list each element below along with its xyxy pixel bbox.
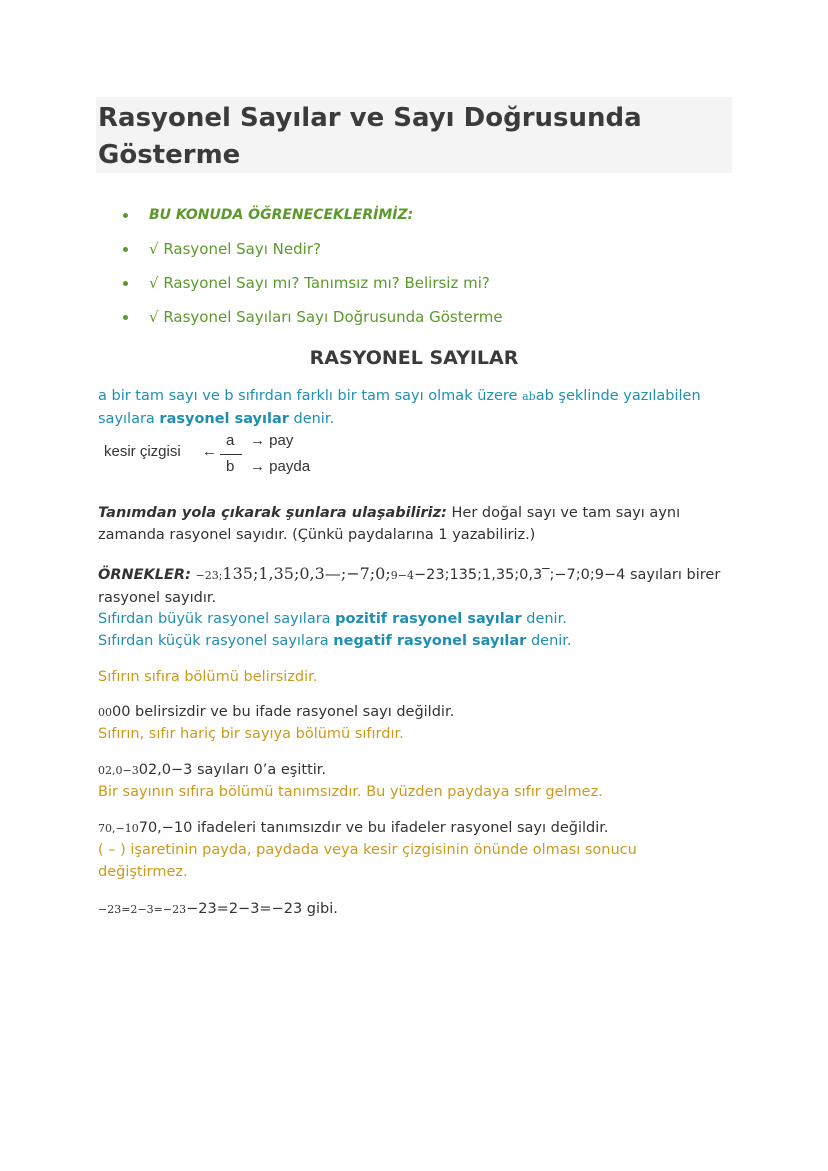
bullet-icon [123, 281, 128, 286]
positive-paragraph [98, 608, 728, 630]
list-item-text: √ Rasyonel Sayı Nedir? [149, 240, 321, 258]
inference-bold: Tanımdan yola çıkarak şunlara ulaşabiliriz: [98, 505, 447, 521]
definition-text-3: denir. [293, 411, 335, 427]
denominator: b [226, 458, 235, 475]
fraction-diagram [104, 430, 334, 480]
zero-zero-math: 00 [98, 706, 112, 719]
section-heading: RASYONEL SAYILAR [309, 347, 519, 369]
bullet-icon [123, 247, 128, 252]
numerator-label: → pay [250, 432, 294, 449]
definition-paragraph [98, 385, 728, 430]
list-item-text: √ Rasyonel Sayı mı? Tanımsız mı? Belirsiz mi? [149, 274, 490, 292]
zero-zero-text: 00 belirsizdir ve bu ifade rasyonel sayı değildir. [112, 704, 455, 720]
list-item-text: BU KONUDA ÖĞRENECEKLERİMİZ: [149, 207, 414, 223]
definition-text-1: a bir tam sayı ve b sıfırdan farklı bir tam sayı olmak üzere [98, 388, 518, 404]
positive-text-2: denir. [526, 611, 567, 627]
numerator: a [226, 432, 235, 449]
left-arrow-icon: ← [202, 443, 217, 460]
fraction-bar [220, 454, 242, 455]
sign-example-text: −23=2−3=−23 gibi. [186, 901, 338, 917]
sign-example [98, 898, 728, 921]
negative-text-2: denir. [530, 633, 572, 649]
bullet-icon [123, 213, 128, 218]
zero-zero-rule: Sıfırın sıfıra bölümü belirsizdir. [98, 669, 318, 685]
bullet-icon [123, 315, 128, 320]
fraction-line-label: kesir çizgisi [104, 443, 181, 460]
positive-text-1: Sıfırdan büyük rasyonel sayılara [98, 611, 331, 627]
sign-example-math: −23=2−3=−23 [98, 903, 187, 916]
zero-nonzero-example [98, 759, 728, 782]
negative-text-1: Sıfırdan küçük rasyonel sayılara [98, 633, 329, 649]
zero-zero-example [98, 701, 728, 724]
denominator-label: → payda [250, 458, 311, 475]
definition-math: ab [522, 390, 536, 403]
negative-paragraph [98, 630, 728, 652]
zero-nonzero-rule: Sıfırın, sıfır hariç bir sayıya bölümü sıfırdır. [98, 726, 404, 742]
zero-nonzero-math: 02,0−3 [98, 764, 139, 777]
examples-math-2: 135;1,35;0,3—;−7;0; [222, 564, 391, 583]
definition-text-2: ab şeklinde yazılabilen sayılara [98, 388, 701, 427]
examples-paragraph [98, 563, 728, 609]
division-by-zero-rule: Bir sayının sıfıra bölümü tanımsızdır. Bu yüzden paydaya sıfır gelmez. [98, 784, 603, 800]
examples-math-1: −23; [195, 569, 223, 582]
zero-nonzero-text: 02,0−3 sayıları 0’a eşittir. [138, 762, 327, 778]
division-by-zero-math: 70,−10 [98, 822, 139, 835]
page-title: Rasyonel Sayılar ve Sayı Doğrusunda Gösterme [98, 103, 642, 170]
sign-rule: ( – ) işaretinin payda, paydada veya kesir çizgisinin önünde olması sonucu değiştirmez. [98, 842, 637, 880]
inference-text: Her doğal sayı ve tam sayı aynı zamanda rasyonel sayıdır. (Çünkü paydalarına 1 yazabiliriz.) [98, 505, 681, 543]
examples-text: −23;135;1,35;0,3‾;−7;0;9−4 sayıları birer rasyonel sayıdır. [98, 567, 721, 606]
division-by-zero-example [98, 817, 728, 840]
definition-bold: rasyonel sayılar [159, 411, 289, 427]
examples-math-3: 9−4 [390, 569, 414, 582]
division-by-zero-text: 70,−10 ifadeleri tanımsızdır ve bu ifadeler rasyonel sayı değildir. [138, 820, 609, 836]
inference-paragraph [98, 502, 728, 546]
list-item-text: √ Rasyonel Sayıları Sayı Doğrusunda Gösterme [149, 308, 503, 326]
examples-label: ÖRNEKLER: [98, 567, 191, 583]
positive-bold: pozitif rasyonel sayılar [335, 611, 522, 627]
negative-bold: negatif rasyonel sayılar [333, 633, 527, 649]
